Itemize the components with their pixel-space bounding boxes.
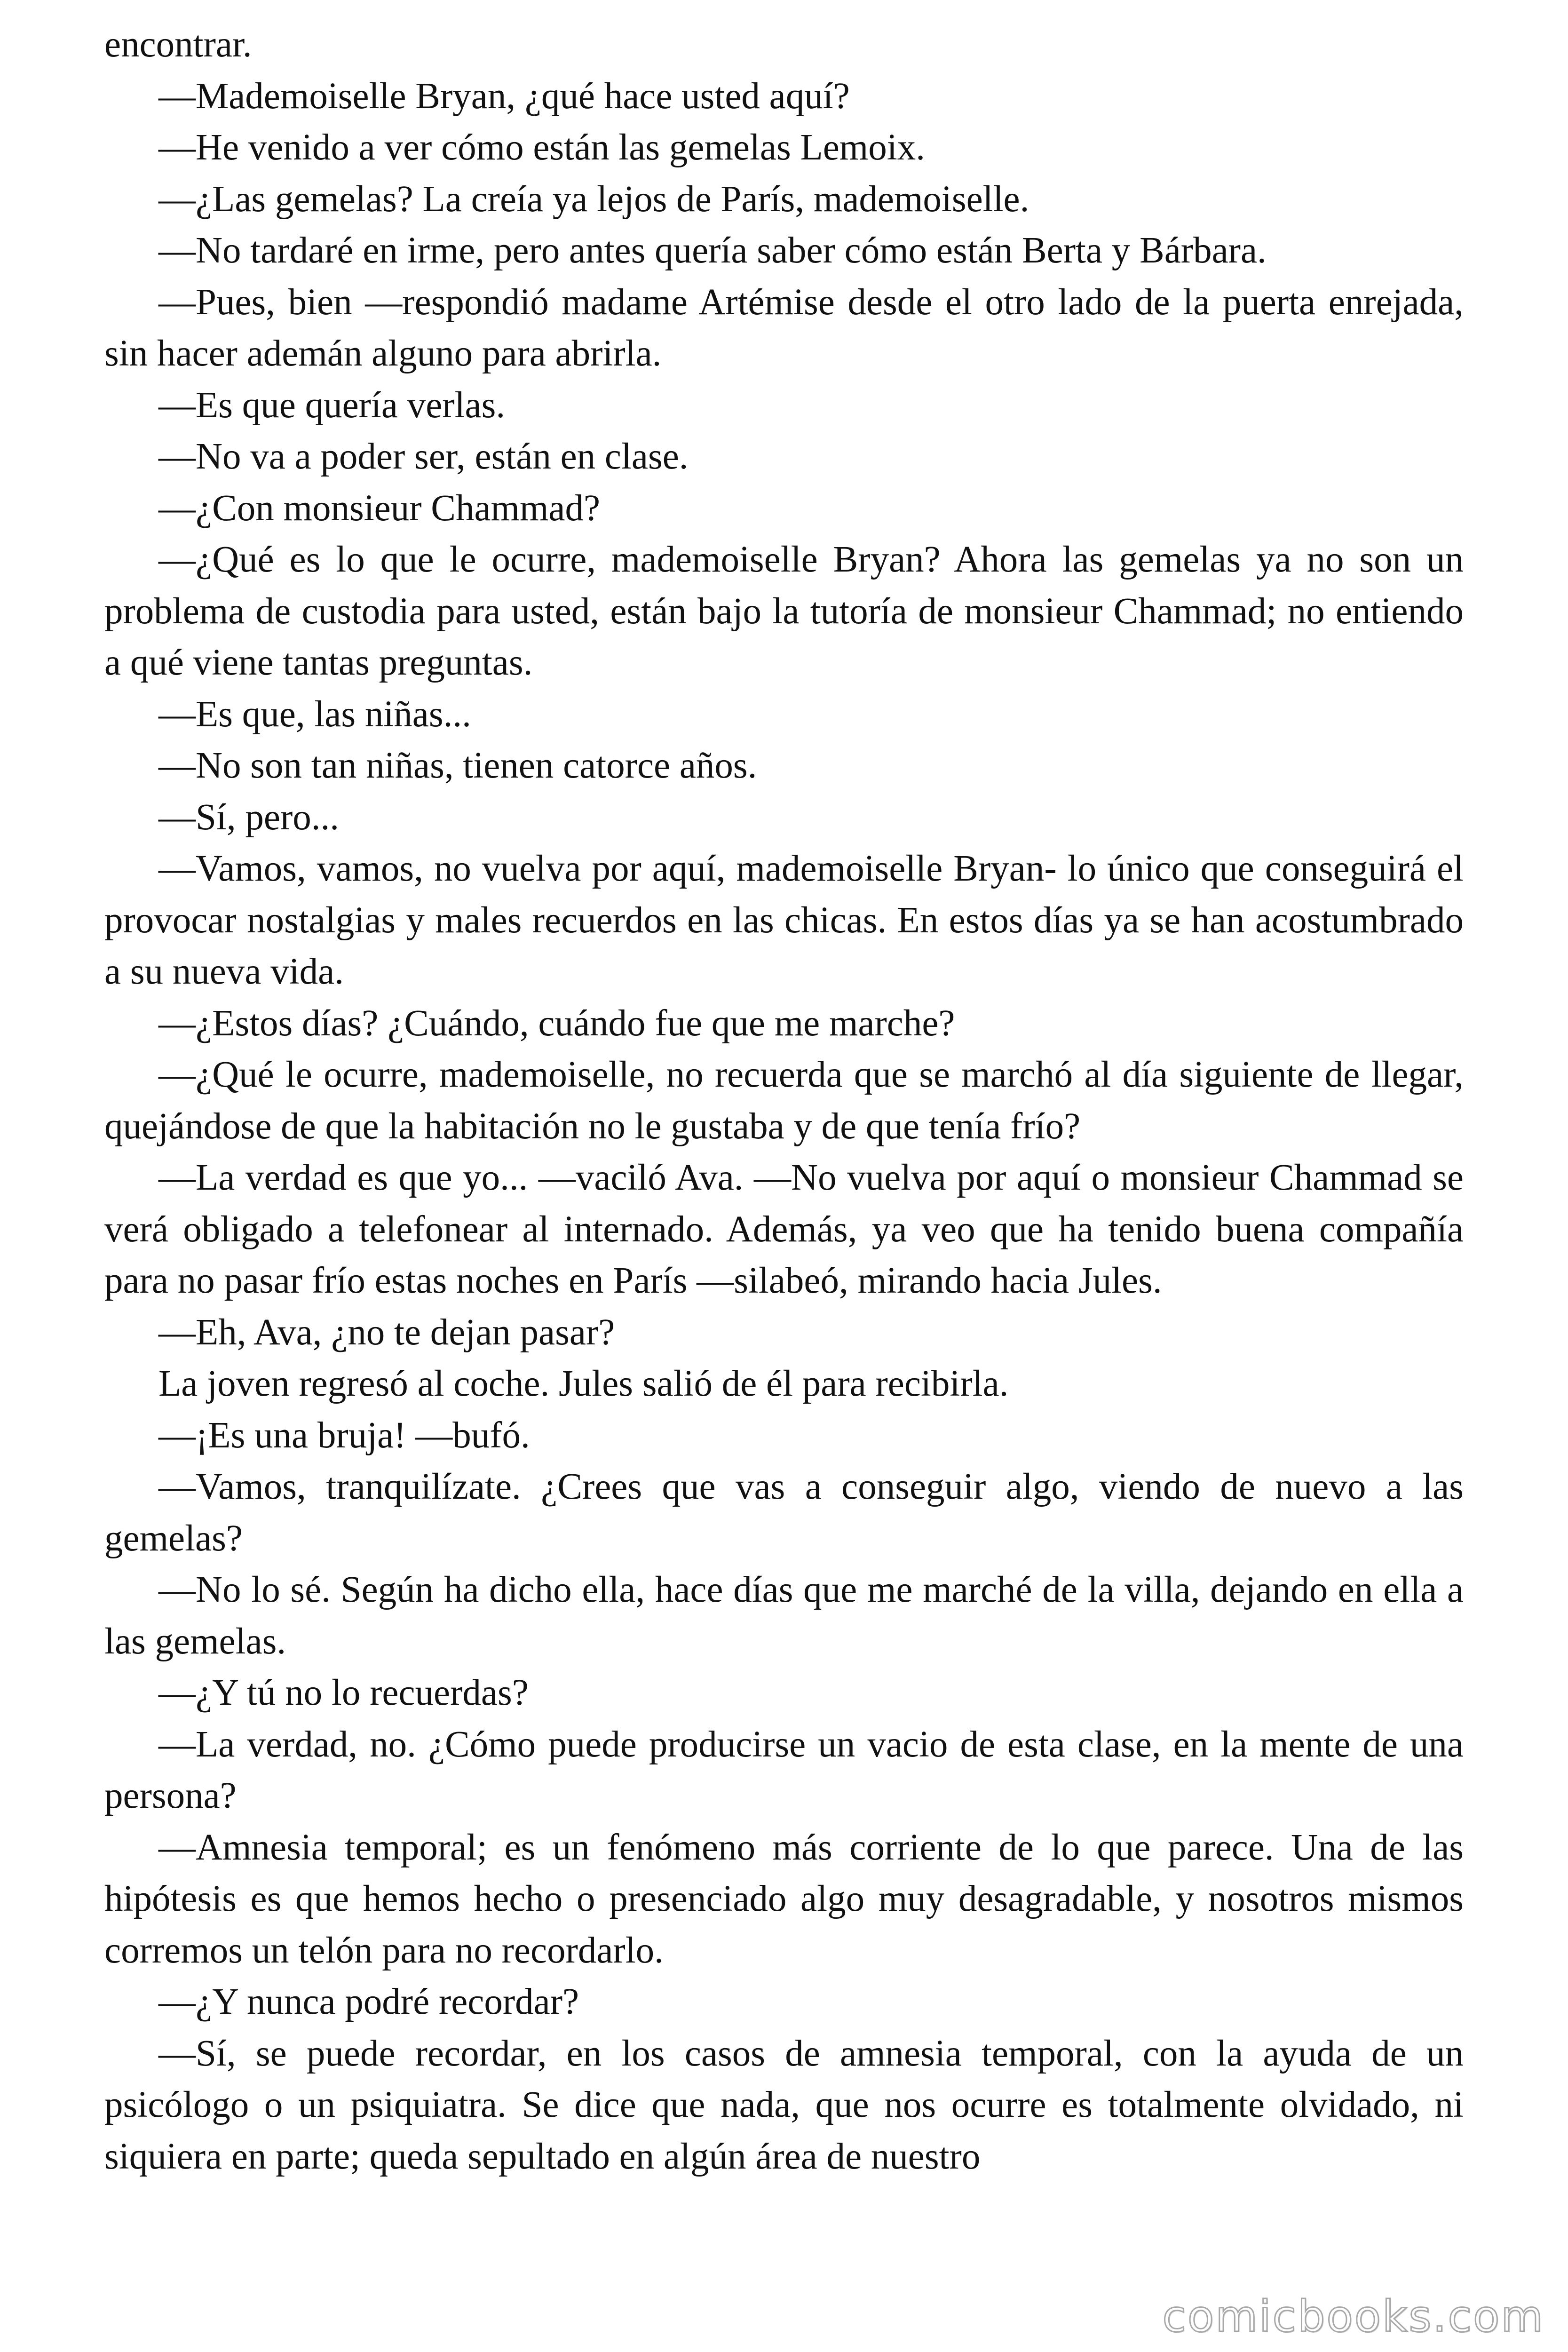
watermark: comicbooks.com [1162, 2291, 1544, 2342]
paragraph: —Mademoiselle Bryan, ¿qué hace usted aquí? [158, 75, 850, 117]
paragraph: —Vamos, tranquilízate. ¿Crees que vas a conseguir algo, viendo de nuevo a las gemelas? [104, 1466, 1464, 1559]
paragraph: —Vamos, vamos, no vuelva por aquí, mademoiselle Bryan- lo único que conseguirá el provocar nostalgias y males recuerdos en las chicas. En estos días ya se han acostumbrado a su nueva vida. [104, 848, 1464, 992]
paragraph: —Es que, las niñas... [158, 693, 471, 735]
paragraph: —No lo sé. Según ha dicho ella, hace días que me marché de la villa, dejando en ella a las gemelas. [104, 1569, 1464, 1662]
paragraph: —¿Qué le ocurre, mademoiselle, no recuerda que se marchó al día siguiente de llegar, quejándose de que la habitación no le gustaba y de que tenía frío? [104, 1054, 1464, 1147]
paragraph: —¡Es una bruja! —bufó. [158, 1414, 530, 1456]
paragraph: —Sí, pero... [158, 796, 340, 838]
paragraph: —Eh, Ava, ¿no te dejan pasar? [158, 1311, 615, 1353]
page-text [104, 19, 1464, 2182]
paragraph: La joven regresó al coche. Jules salió de él para recibirla. [158, 1363, 1009, 1404]
paragraph: —No son tan niñas, tienen catorce años. [158, 745, 757, 786]
paragraph: —Pues, bien —respondió madame Artémise desde el otro lado de la puerta enrejada, sin hacer ademán alguno para abrirla. [104, 281, 1464, 374]
paragraph: —¿Qué es lo que le ocurre, mademoiselle Bryan? Ahora las gemelas ya no son un problema de custodia para usted, están bajo la tutoría de monsieur Chammad; no entiendo a qué viene tantas preguntas. [104, 539, 1464, 683]
paragraph: —¿Y nunca podré recordar? [158, 1981, 579, 2022]
paragraph: —No tardaré en irme, pero antes quería saber cómo están Berta y Bárbara. [158, 230, 1267, 271]
paragraph: —Es que quería verlas. [158, 384, 506, 426]
paragraph: —No va a poder ser, están en clase. [158, 436, 689, 477]
paragraph: —¿Las gemelas? La creía ya lejos de París, mademoiselle. [158, 178, 1029, 220]
paragraph: encontrar. [104, 24, 252, 65]
paragraph: —¿Y tú no lo recuerdas? [158, 1672, 529, 1713]
paragraph: —¿Con monsieur Chammad? [158, 487, 601, 529]
paragraph: —Sí, se puede recordar, en los casos de amnesia temporal, con la ayuda de un psicólogo o un psiquiatra. Se dice que nada, que nos ocurre es totalmente olvidado, ni siquiera en parte; queda sepultado en algún área de nuestro [104, 2033, 1464, 2177]
paragraph: —¿Estos días? ¿Cuándo, cuándo fue que me marche? [158, 1002, 955, 1044]
paragraph: —La verdad es que yo... —vaciló Ava. —No vuelva por aquí o monsieur Chammad se verá obligado a telefonear al internado. Además, ya veo que ha tenido buena compañía para no pasar frío estas noches en París —silabeó, mirando hacia Jules. [104, 1157, 1464, 1301]
paragraph: —He venido a ver cómo están las gemelas Lemoix. [158, 127, 925, 168]
paragraph: —Amnesia temporal; es un fenómeno más corriente de lo que parece. Una de las hipótesis es que hemos hecho o presenciado algo muy desagradable, y nosotros mismos corremos un telón para no recordarlo. [104, 1827, 1464, 1971]
paragraph: —La verdad, no. ¿Cómo puede producirse un vacio de esta clase, en la mente de una persona? [104, 1724, 1464, 1816]
